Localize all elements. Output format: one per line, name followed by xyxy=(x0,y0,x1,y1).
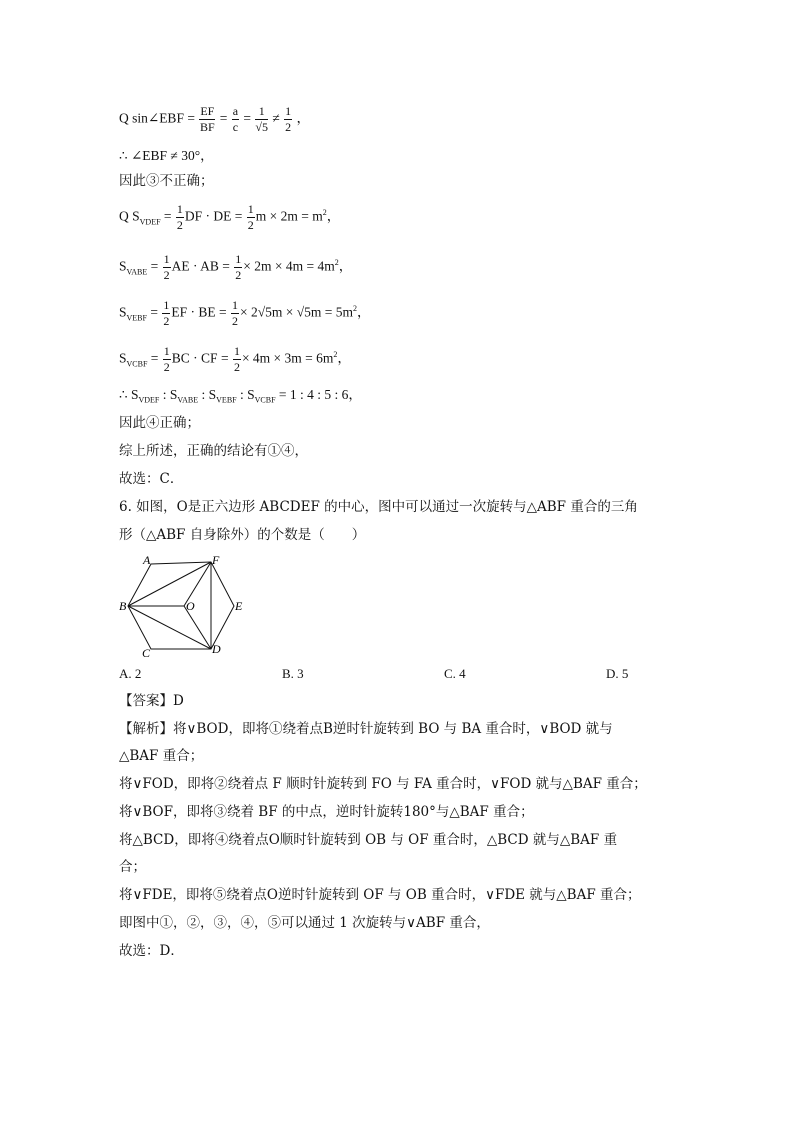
hexagon-figure xyxy=(116,552,256,658)
question-6-line2: 形（△ABF 自身除外）的个数是（ ） xyxy=(119,527,366,543)
area-abe-line: $S_{VABE}$ = $\frac{1}{2}$ AE · AB = $\frac{1}{2}$ × $2m \times 4m = 4m^2$， xyxy=(119,252,353,282)
area-ebf-line: $S_{VEBF}$ = $\frac{1}{2}$ EF · BE = $\frac{1}{2}$ × $2√5m \times √5m = 5m^2$， xyxy=(119,298,371,328)
label-o: O xyxy=(186,599,195,613)
solution-line-4: 将∨BOF，即将③绕着 BF 的中点，逆时针旋转180°与△BAF 重合； xyxy=(119,804,534,820)
label-c: C xyxy=(142,646,151,658)
solution-line-3: 将∨FOD，即将②绕着点 F 顺时针旋转到 FO 与 FA 重合时，∨FOD 就与△BAF 重合； xyxy=(119,776,647,792)
conclusion-4: 因此④正确； xyxy=(119,415,200,431)
area-cbf-line: $S_{VCBF}$ = $\frac{1}{2}$ BC · CF = $\frac{1}{2}$ × $4m \times 3m = 6m^2$， xyxy=(119,344,351,374)
answer-line: 【答案】D xyxy=(119,693,184,709)
conclusion-3: 因此③不正确； xyxy=(119,173,214,189)
solution-line-7: 将∨FDE，即将⑤绕着点O逆时针旋转到 OF 与 OB 重合时，∨FDE 就与△BAF 重合； xyxy=(119,887,641,903)
summary-line: 综上所述，正确的结论有①④， xyxy=(119,443,308,459)
sin-ebf-line: Q sin∠EBF = $\frac{EF}{BF}$ = $\frac{a}{c}$ = $\frac{1}{√5}$ ≠ $\frac{1}{2}$ ， xyxy=(119,104,311,134)
option-d: D. 5 xyxy=(606,666,629,681)
option-a: A. 2 xyxy=(119,666,142,681)
option-b: B. 3 xyxy=(282,666,304,681)
area-ratio-line: ∴ $S_{VDEF}$ : $S_{VABE}$ : $S_{VEBF}$ : $S_{VCBF} = 1$ : 4 : 5 : 6， xyxy=(119,387,362,405)
label-f: F xyxy=(212,553,220,567)
solution-line-5: 将△BCD，即将④绕着点O顺时针旋转到 OB 与 OF 重合时，△BCD 就与△BAF 重 xyxy=(119,832,618,848)
solution-line-1: 【解析】将∨BOD，即将①绕着点B逆时针旋转到 BO 与 BA 重合时，∨BOD 就与 xyxy=(119,721,613,737)
segment-bd xyxy=(128,606,211,649)
label-b: B xyxy=(119,599,127,613)
solution-line-2: △BAF 重合； xyxy=(119,748,204,764)
choice-line-c: 故选：C． xyxy=(119,471,184,487)
question-6-line1: 6. 如图，O是正六边形 ABCDEF 的中心，图中可以通过一次旋转与△ABF 重合的三角 xyxy=(119,499,638,515)
label-d: D xyxy=(212,642,221,656)
label-a: A xyxy=(143,553,151,567)
angle-neq-line: ∴ ∠EBF ≠ 30°， xyxy=(119,148,214,163)
label-e: E xyxy=(235,599,243,613)
solution-line-6: 合； xyxy=(119,859,146,875)
area-def-line: Q $S_{VDEF}$ = $\frac{1}{2}$ DF · DE = $\frac{1}{2}$ $m \times 2m = m^2$， xyxy=(119,202,341,232)
solution-line-8: 即图中①，②，③，④，⑤可以通过 1 次旋转与∨ABF 重合， xyxy=(119,915,490,931)
solution-line-9: 故选：D． xyxy=(119,943,184,959)
option-c: C. 4 xyxy=(444,666,466,681)
